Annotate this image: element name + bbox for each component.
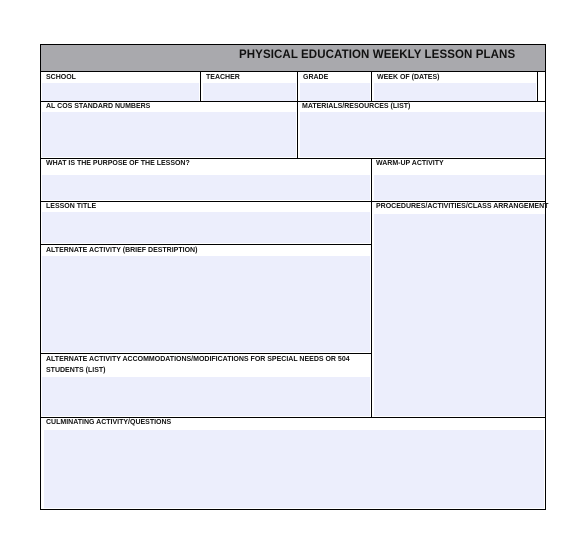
title-bar: [40, 44, 546, 72]
divider: [537, 72, 538, 102]
divider: [371, 158, 372, 417]
alternate-activity-label: ALTERNATE ACTIVITY (BRIEF DESTRIPTION): [46, 247, 198, 254]
divider: [40, 244, 371, 245]
accommodations-label-line2: STUDENTS (LIST): [46, 367, 106, 374]
materials-label: MATERIALS/RESOURCES (LIST): [302, 103, 411, 110]
school-label: SCHOOL: [46, 74, 76, 81]
purpose-label: WHAT IS THE PURPOSE OF THE LESSON?: [46, 160, 190, 167]
culminating-field[interactable]: [44, 430, 544, 508]
culminating-label: CULMINATING ACTIVITY/QUESTIONS: [46, 419, 172, 426]
teacher-label: TEACHER: [206, 74, 240, 81]
lesson-title-label: LESSON TITLE: [46, 203, 97, 210]
form-title: PHYSICAL EDUCATION WEEKLY LESSON PLANS: [239, 49, 516, 61]
school-field[interactable]: [42, 83, 199, 101]
procedures-field[interactable]: [374, 214, 545, 416]
teacher-field[interactable]: [203, 83, 296, 101]
purpose-field[interactable]: [42, 175, 370, 200]
week-of-field[interactable]: [374, 83, 536, 101]
al-cos-field[interactable]: [42, 112, 296, 157]
materials-field[interactable]: [300, 112, 545, 157]
divider: [297, 72, 298, 102]
divider: [297, 102, 298, 158]
lesson-title-field[interactable]: [42, 212, 370, 243]
divider: [40, 353, 371, 354]
al-cos-label: AL COS STANDARD NUMBERS: [46, 103, 151, 110]
divider: [371, 72, 372, 102]
grade-label: GRADE: [303, 74, 329, 81]
warm-up-label: WARM-UP ACTIVITY: [376, 160, 444, 167]
week-of-label: WEEK OF (DATES): [377, 74, 440, 81]
divider: [200, 72, 201, 102]
alternate-activity-field[interactable]: [42, 256, 370, 352]
grade-field[interactable]: [300, 83, 370, 101]
accommodations-field[interactable]: [42, 377, 370, 416]
accommodations-label-line1: ALTERNATE ACTIVITY ACCOMMODATIONS/MODIFICATIONS FOR SPECIAL NEEDS OR 504: [46, 356, 350, 363]
procedures-label: PROCEDURES/ACTIVITIES/CLASS ARRANGEMENT: [376, 203, 549, 210]
warm-up-field[interactable]: [374, 175, 545, 200]
